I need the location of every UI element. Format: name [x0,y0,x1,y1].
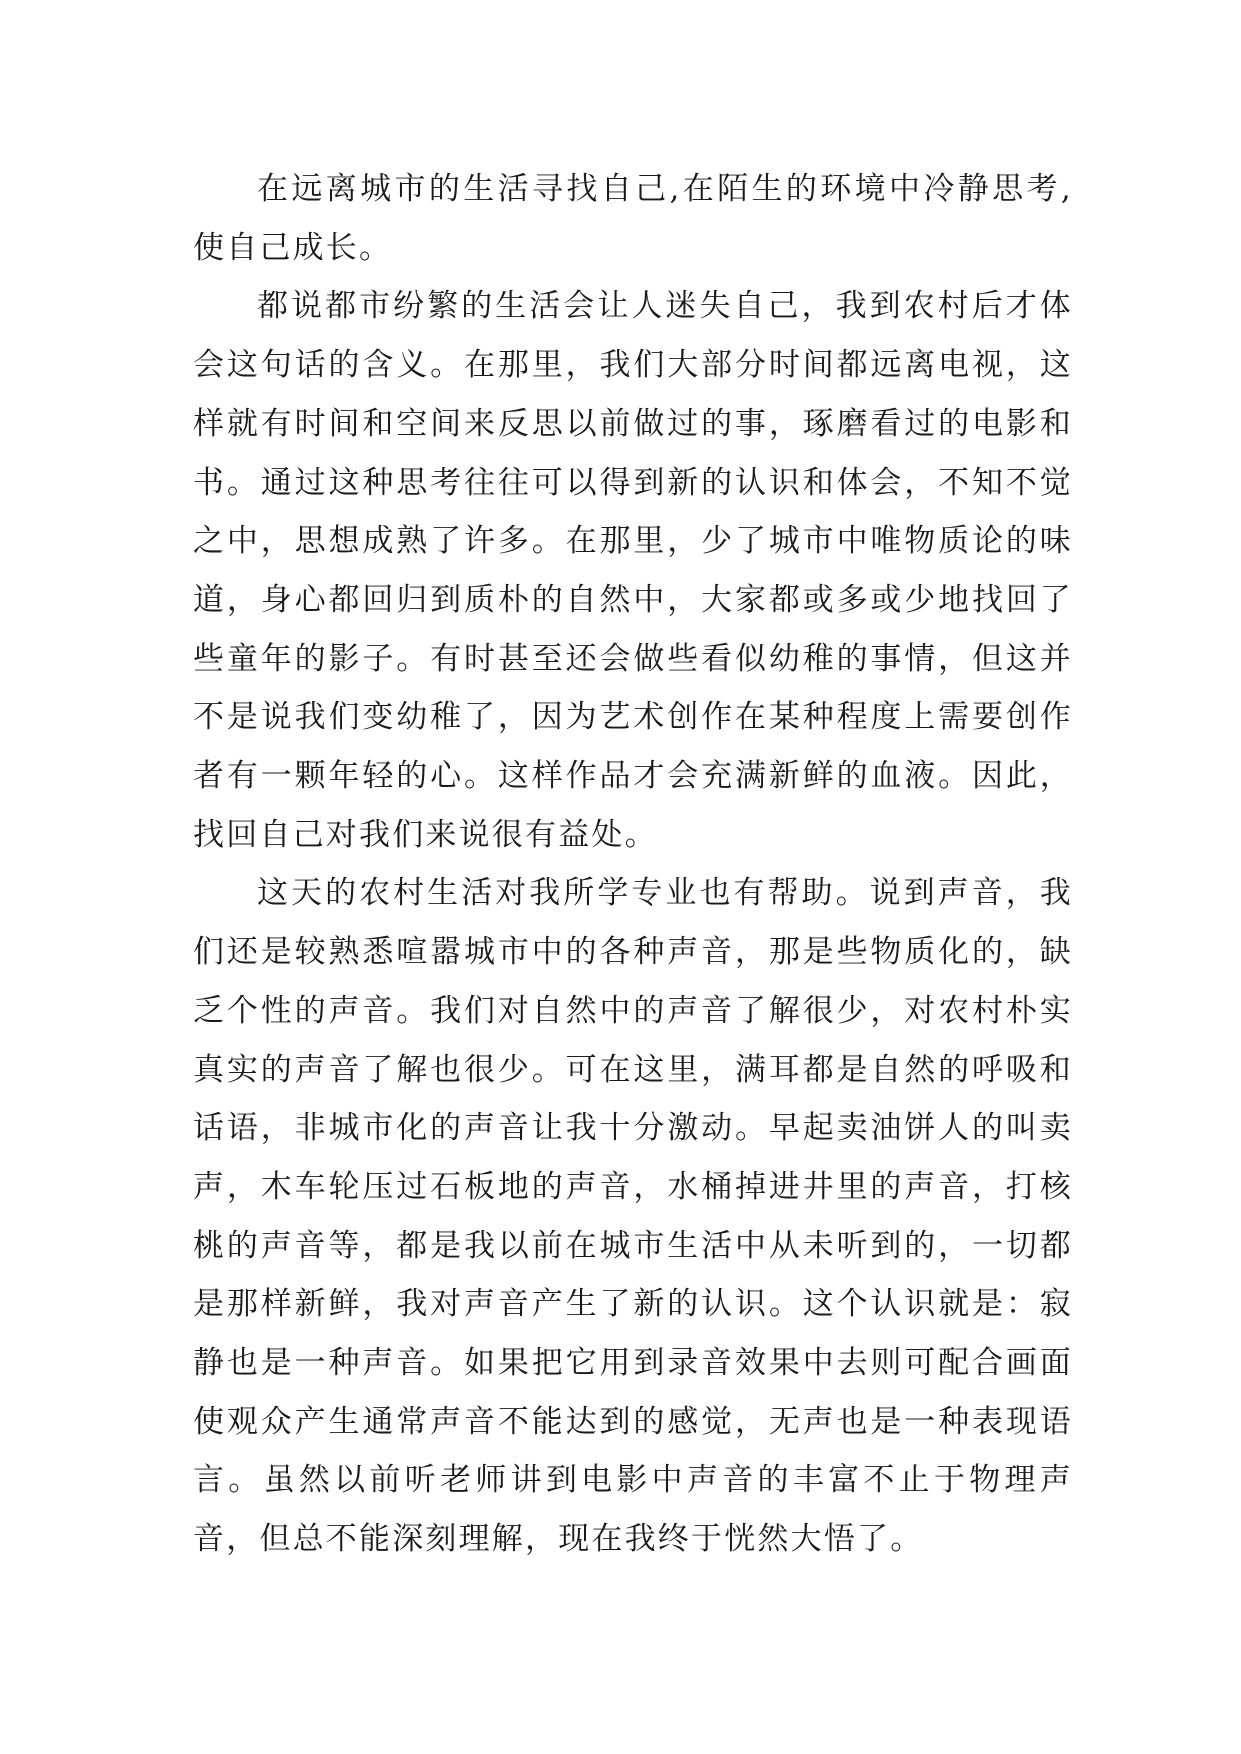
document-body [193,160,1073,1569]
paragraph-3: 这天的农村生活对我所学专业也有帮助。说到声音，我们还是较熟悉喧嚣城市中的各种声音，那是些物质化的，缺乏个性的声音。我们对自然中的声音了解很少，对农村朴实真实的声音了解也很少。可在这里，满耳都是自然的呼吸和话语，非城市化的声音让我十分激动。早起卖油饼人的叫卖声，木车轮压过石板地的声音，水桶掉进井里的声音，打核桃的声音等，都是我以前在城市生活中从未听到的，一切都是那样新鲜，我对声音产生了新的认识。这个认识就是：寂静也是一种声音。如果把它用到录音效果中去则可配合画面使观众产生通常声音不能达到的感觉，无声也是一种表现语言。虽然以前听老师讲到电影中声音的丰富不止于物理声音，但总不能深刻理解，现在我终于恍然大悟了。 [193,875,1073,1558]
paragraph-2: 都说都市纷繁的生活会让人迷失自己，我到农村后才体会这句话的含义。在那里，我们大部分时间都远离电视，这样就有时间和空间来反思以前做过的事，琢磨看过的电影和书。通过这种思考往往可以得到新的认识和体会，不知不觉之中，思想成熟了许多。在那里，少了城市中唯物质论的味道，身心都回归到质朴的自然中，大家都或多或少地找回了些童年的影子。有时甚至还会做些看似幼稚的事情，但这并不是说我们变幼稚了，因为艺术创作在某种程度上需要创作者有一颗年轻的心。这样作品才会充满新鲜的血液。因此，找回自己对我们来说很有益处。 [193,288,1073,853]
paragraph-1: 在远离城市的生活寻找自己,在陌生的环境中冷静思考,使自己成长。 [193,171,1073,266]
